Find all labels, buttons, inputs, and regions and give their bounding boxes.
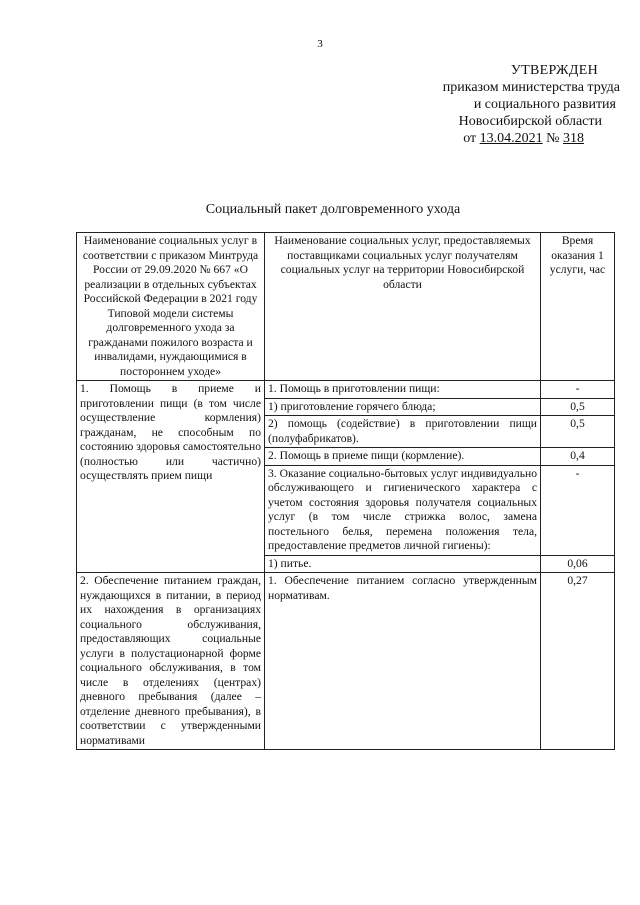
table-header-row: [77, 233, 615, 381]
section1-service: 3. Оказание социально-бытовых услуг индивидуально обслуживающего и гигиенического характера с учетом состояния здоровья получателя социальных услуг (в том числе стрижка волос, замена постельного белья, перемена положения тела, предоставление предметов личной гигиены):: [265, 465, 541, 555]
section1-time: 0,5: [541, 398, 615, 416]
section1-service: 1. Помощь в приготовлении пищи:: [265, 381, 541, 399]
section1-time: -: [541, 465, 615, 555]
section1-service: 2. Помощь в приеме пищи (кормление).: [265, 448, 541, 466]
section1-time: 0,4: [541, 448, 615, 466]
approval-line-ministry: приказом министерства труда: [442, 80, 620, 95]
approval-title: УТВЕРЖДЕН: [510, 63, 598, 78]
approval-stamp: [408, 62, 628, 147]
section1-time: -: [541, 381, 615, 399]
approval-line-development: и социального развития: [473, 97, 616, 112]
approval-date: 13.04.2021: [479, 131, 543, 146]
header-federal-services: Наименование социальных услуг в соответствии с приказом Минтруда России от 29.09.2020 № 667 «О реализации в отдельных субъектах Российской Федерации в 2021 году Типовой модели системы долговременного ухода за гражданами пожилого возраста и инвалидами, нуждающимися в постороннем уходе»: [77, 233, 265, 381]
approval-line-region: Новосибирской области: [458, 114, 602, 129]
header-time: Время оказания 1 услуги, час: [541, 233, 615, 381]
section2-time: 0,27: [541, 573, 615, 750]
section1-time: 0,06: [541, 555, 615, 573]
table-row: [77, 381, 615, 399]
section1-service: 1) приготовление горячего блюда;: [265, 398, 541, 416]
section2-service: 1. Обеспечение питанием согласно утвержденным нормативам.: [265, 573, 541, 750]
document-title: Социальный пакет долговременного ухода: [205, 202, 461, 217]
approval-line-date: [408, 130, 584, 147]
number-prefix: №: [542, 131, 563, 146]
header-regional-services: Наименование социальных услуг, предоставляемых поставщиками социальных услуг получателям социальных услуг на территории Новосибирской области: [265, 233, 541, 381]
approval-number: 318: [563, 131, 584, 146]
table-row: [77, 573, 615, 750]
page-number: 3: [317, 38, 323, 50]
section1-title: 1. Помощь в приеме и приготовлении пищи (в том числе осуществление кормления) гражданам, не способным по состоянию здоровья самостоятельно (полностью или частично) осуществлять прием пищи: [77, 381, 265, 573]
section1-service: 2) помощь (содействие) в приготовлении пищи (полуфабрикатов).: [265, 416, 541, 448]
section1-time: 0,5: [541, 416, 615, 448]
date-prefix: от: [463, 131, 480, 146]
section1-service: 1) питье.: [265, 555, 541, 573]
section2-title: 2. Обеспечение питанием граждан, нуждающихся в питании, в период их нахождения в организациях социального обслуживания, предоставляющих социальные услуги в полустационарной форме социального обслуживания, в том числе в отделениях (центрах) дневного пребывания (далее – отделение дневного пребывания), в соответствии с утвержденными нормативами: [77, 573, 265, 750]
services-table: [76, 232, 615, 750]
